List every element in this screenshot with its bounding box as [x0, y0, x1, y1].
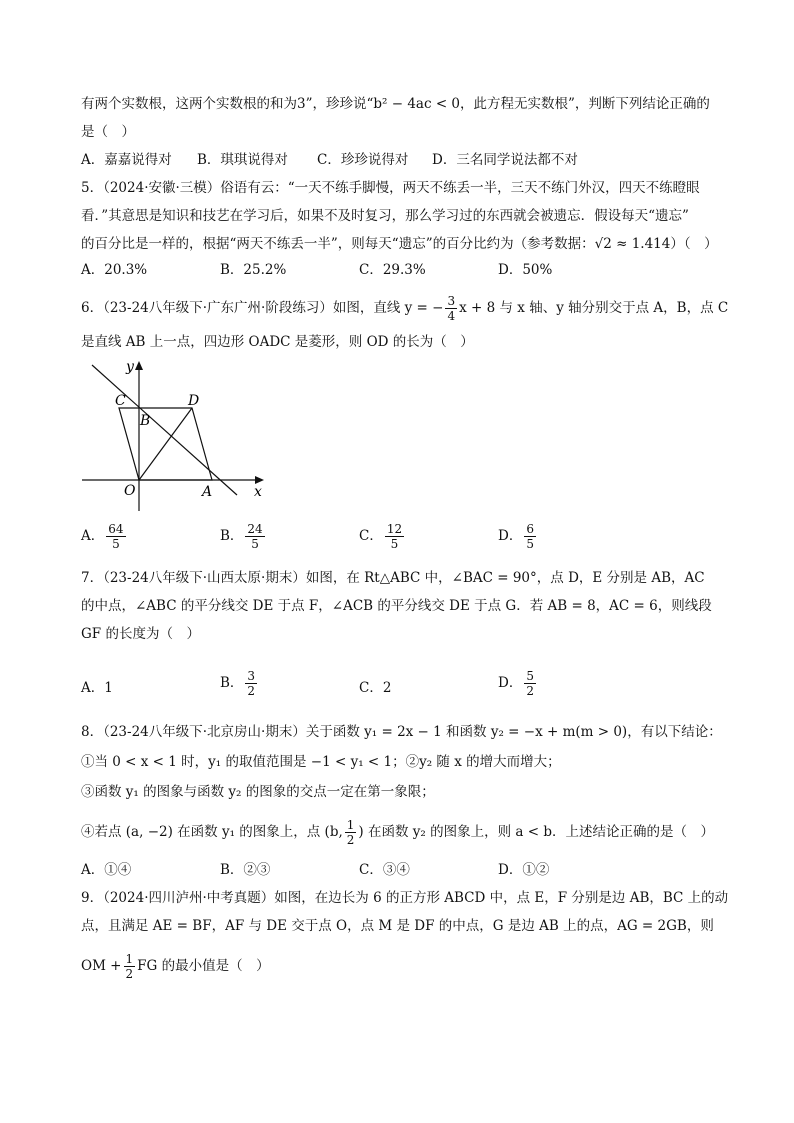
q7-option-c: C．2 [359, 680, 392, 696]
q5-option-d: D．50% [498, 262, 553, 278]
q5-line-3: 的百分比是一样的，根据“两天不练丢一半”，则每天“遗忘”的百分比约为（参考数据：√2 ≈ 1.414）（ ） [81, 236, 718, 252]
q6-option-a [81, 522, 128, 551]
q7-option-a: A．1 [81, 680, 113, 696]
q6-label-o: O [124, 483, 136, 499]
q8-point-fraction-num: 1 [346, 818, 355, 832]
q6-line-ab [92, 365, 237, 495]
q6-line-1-start: 6．（23-24八年级下·广东广州·阶段练习）如图，直线 y = − [81, 300, 444, 316]
q8-option-d: D．①② [498, 862, 550, 878]
q6-x-axis-arrow [255, 476, 264, 484]
q5-line-1: 5．（2024·安徽·三模）俗语有云：“一天不练手脚慢，两天不练丢一半，三天不练门外汉，四天不练瞪眼 [81, 180, 700, 196]
q4-line-1: 有两个实数根，这两个实数根的和为3”，珍珍说“b² − 4ac < 0，此方程无实数根”，判断下列结论正确的 [81, 96, 710, 112]
q6-option-c [359, 522, 406, 551]
q9-half-den: 2 [125, 967, 134, 981]
q4-option-d: D．三名同学说法都不对 [432, 152, 578, 168]
q7-option-d-den: 2 [526, 684, 534, 698]
q4-option-a: A．嘉嘉说得对 [81, 152, 172, 168]
q7-option-d-fraction [524, 669, 536, 698]
q5-option-c: C．29.3% [359, 262, 426, 278]
q6-label-a: A [202, 484, 213, 500]
q8-point-fraction-den: 2 [346, 833, 355, 847]
q6-option-c-den: 5 [390, 537, 399, 551]
q6-label-c: C [115, 393, 126, 409]
q5-line-2: 看．”其意思是知识和技艺在学习后，如果不及时复习，那么学习过的东西就会被遗忘．假设每天“遗忘” [81, 208, 689, 224]
q6-option-d [498, 522, 538, 551]
q6-option-d-den: 5 [526, 537, 534, 551]
q7-line-2: 的中点，∠ABC 的平分线交 DE 于点 F，∠ACB 的平分线交 DE 于点 G．若 AB = 8，AC = 6，则线段 [81, 598, 712, 614]
q7-option-d-letter: D． [498, 675, 523, 691]
q6-option-a-fraction [106, 522, 125, 551]
q8-line-4-start: ④若点 (a, −2) 在函数 y₁ 的图象上，点 (b, [81, 824, 343, 840]
q6-figure [82, 355, 272, 515]
q5-option-a: A．20.3% [81, 262, 148, 278]
q9-line-3-start: OM + [81, 958, 122, 974]
q6-option-b [220, 522, 267, 551]
q6-label-x: x [254, 484, 262, 500]
q6-slope-fraction [445, 294, 457, 323]
q7-option-b-fraction [245, 669, 257, 698]
q6-option-a-den: 5 [112, 537, 120, 551]
q9-half-num: 1 [125, 952, 134, 966]
q9-line-3-end: FG 的最小值是（ ） [137, 958, 270, 974]
q6-option-a-num: 64 [108, 522, 124, 536]
q8-line-3: ③函数 y₁ 的图象与函数 y₂ 的图象的交点一定在第一象限； [81, 784, 435, 800]
q6-label-b: B [140, 413, 151, 429]
q6-option-b-letter: B． [220, 528, 244, 544]
q7-option-d [498, 669, 538, 698]
q4-line-2: 是（ ） [81, 124, 135, 140]
q8-line-2: ①当 0 < x < 1 时，y₁ 的取值范围是 −1 < y₁ < 1；②y₂ 随 x 的增大而增大； [81, 754, 561, 770]
q9-line-1: 9．（2024·四川泸州·中考真题）如图，在边长为 6 的正方形 ABCD 中，点 E，F 分别是边 AB，BC 上的动 [81, 890, 729, 906]
q6-option-a-letter: A． [81, 528, 105, 544]
q4-option-c: C．珍珍说得对 [317, 152, 409, 168]
q8-option-a: A．①④ [81, 862, 132, 878]
q6-slope-denominator: 4 [447, 309, 456, 323]
q6-line-1 [81, 294, 728, 323]
q7-option-b-den: 2 [247, 684, 256, 698]
q6-line-2: 是直线 AB 上一点，四边形 OADC 是菱形，则 OD 的长为（ ） [81, 334, 474, 350]
q7-option-b-num: 3 [247, 669, 256, 683]
q5-option-b: B．25.2% [220, 262, 287, 278]
q8-line-4 [81, 818, 714, 847]
q7-options [81, 669, 721, 718]
q7-line-3: GF 的长度为（ ） [81, 626, 200, 642]
q7-option-b [220, 669, 259, 698]
q6-option-c-letter: C． [359, 528, 383, 544]
q6-option-c-fraction [385, 522, 404, 551]
q8-option-c: C．③④ [359, 862, 410, 878]
q8-line-1: 8．（23-24八年级下·北京房山·期末）关于函数 y₁ = 2x − 1 和函数 y₂ = −x + m(m > 0)，有以下结论： [81, 724, 722, 740]
q6-option-b-den: 5 [251, 537, 259, 551]
q7-option-b-letter: B． [220, 675, 244, 691]
q6-option-d-letter: D． [498, 528, 523, 544]
q9-half-fraction [124, 952, 136, 981]
q9-line-3 [81, 952, 270, 981]
q7-line-1: 7．（23-24八年级下·山西太原·期末）如图，在 Rt△ABC 中，∠BAC = 90°，点 D，E 分别是 AB，AC [81, 570, 705, 586]
q8-line-4-end: ) 在函数 y₂ 的图象上，则 a < b．上述结论正确的是（ ） [358, 824, 714, 840]
q4-option-b: B．琪琪说得对 [197, 152, 288, 168]
q6-y-axis-arrow [135, 361, 143, 370]
q8-point-fraction [345, 818, 357, 847]
q6-label-d: D [188, 393, 200, 409]
q6-option-d-fraction [524, 522, 536, 551]
q6-option-b-fraction [245, 522, 264, 551]
q9-line-2: 点，且满足 AE = BF，AF 与 DE 交于点 O，点 M 是 DF 的中点，G 是边 AB 上的点，AG = 2GB，则 [81, 918, 714, 934]
q6-option-c-num: 12 [386, 522, 403, 536]
q6-slope-numerator: 3 [447, 294, 456, 308]
q6-line-1-end: x + 8 与 x 轴、y 轴分别交于点 A，B，点 C [459, 300, 729, 316]
q6-options [81, 522, 721, 562]
q6-option-d-num: 6 [526, 522, 534, 536]
q6-label-y: y [126, 359, 134, 375]
q8-option-b: B．②③ [220, 862, 271, 878]
q7-option-d-num: 5 [526, 669, 534, 683]
q6-option-b-num: 24 [247, 522, 263, 536]
